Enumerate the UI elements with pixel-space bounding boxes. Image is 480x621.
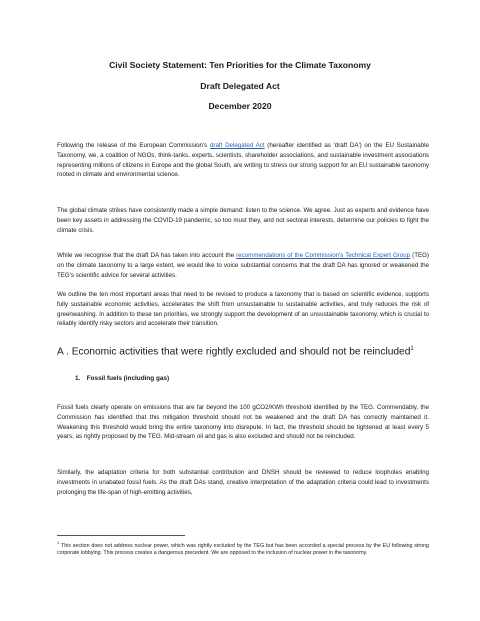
footnote-divider xyxy=(57,535,185,536)
intro-text: (hereafter identified as 'draft DA') on the EU Sustainable Taxonomy, we, a coalition of NGOs, think-tanks, experts, scientists, shareholder associations, and sustainable investment associations representing millions of citizens in Europe and the global South, are writing to stress our strong support for an EU sustainable taxonomy rooted in climate and environmental science. xyxy=(57,142,429,179)
footnote-ref: 1 xyxy=(410,346,414,352)
intro-paragraph-4: We outline the ten most important areas that need to be revised to produce a taxonomy that is based on scientific evidence, supports fully sustainable economic activities, accelerates the shift from unsustainable to sustainable activities, and truly reduces the risk of greenwashing. In addition to these ten priorities, we strongly support the development of an unsustainable taxonomy, which is crucial to reliably identify risky sectors and accelerate their transition. xyxy=(57,291,429,328)
document-date: December 2020 xyxy=(208,101,272,111)
teg-recommendations-link[interactable]: recommendations of the Commission's Technical Expert Group xyxy=(236,252,411,259)
draft-delegated-act-link[interactable]: draft Delegated Act xyxy=(209,142,265,149)
section-a-paragraph-1: Fossil fuels clearly operate on emissions that are far beyond the 100 gCO2/KWh threshold identified by the TEG. Commendably, the Commission has identified that this mitigation threshold should not be weakened and the draft DA has correctly maintained it. Weakening this threshold would bring the entire taxonomy into disrepute. In fact, the threshold should be tightened at least every 5 years, as rightly proposed by the TEG. Mid-stream oil and gas is also excluded and should not be reincluded. xyxy=(57,404,429,441)
section-a-heading-text: A . Economic activities that were rightly excluded and should not be reincluded xyxy=(57,346,411,358)
intro-paragraph-2: The global climate strikes have consistently made a simple demand: listen to the science. We agree. Just as experts and evidence have been key assets in addressing the COVID-19 pandemic, so too must they, and not sectoral interests, determine our policies to fight the climate crisis. xyxy=(57,207,429,234)
intro-text: Following the release of the European Commission's xyxy=(57,142,210,149)
document-subtitle: Draft Delegated Act xyxy=(200,81,280,91)
section-a-heading xyxy=(57,346,414,357)
document-title: Civil Society Statement: Ten Priorities for the Climate Taxonomy xyxy=(109,60,371,70)
footnote xyxy=(57,539,429,558)
footnote-mark: 1 xyxy=(57,540,60,545)
section-a-paragraph-2: Similarly, the adaptation criteria for both substantial contribution and DNSH should be reviewed to reduce loopholes enabling investments in unabated fossil fuels. As the draft DAs stand, creative interpretation of the adaptation criteria could lead to investments prolonging the life-span of high-emitting activities, xyxy=(57,469,429,496)
intro-paragraph-1 xyxy=(57,141,429,180)
footnote-text: This section does not address nuclear power, which was rightly excluded by the TEG but has been accorded a special process by the EU following strong corporate lobbying. This process creates a dangerous precedent. We are opposed to the inclusion of nuclear power in the taxonomy. xyxy=(57,542,429,557)
intro-text: While we recognise that the draft DA has taken into account the xyxy=(57,252,237,259)
intro-paragraph-3 xyxy=(57,251,429,280)
subsection-fossil-fuels: 1. Fossil fuels (including gas) xyxy=(75,375,170,382)
intro-text: (TEG) on the climate taxonomy to a large extent, we would like to voice substantial concerns that the draft DA has ignored or weakened the TEG's scientific advice for several activities. xyxy=(57,252,429,279)
